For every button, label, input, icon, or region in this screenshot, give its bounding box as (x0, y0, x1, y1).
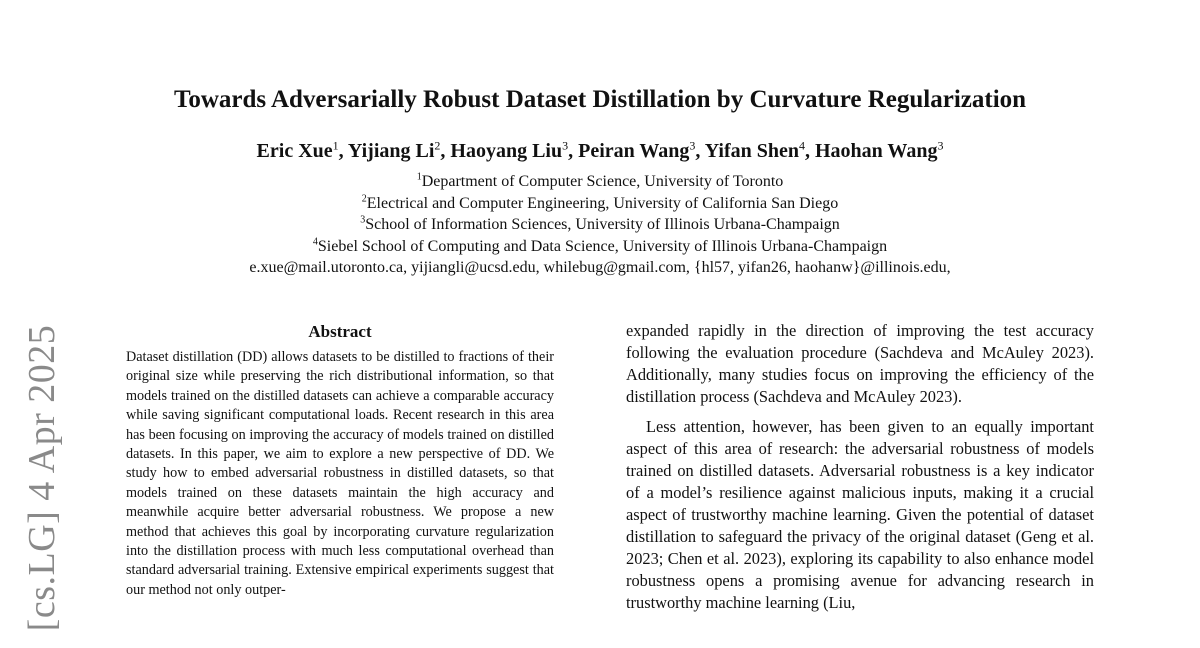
affil-mark: 3 (360, 214, 366, 226)
body-paragraph: expanded rapidly in the direction of improving the test accuracy following the evaluation procedure (Sachdeva and McAuley 2023). Additionally, many studies focus on improving the efficiency of the distillation process (Sachdeva and McAuley 2023). (626, 321, 1094, 406)
affiliation-line (0, 214, 1200, 236)
affil-mark: 1 (416, 171, 422, 183)
author-name: Haoyang Liu (450, 140, 563, 162)
author-affil-mark: 1 (332, 138, 339, 153)
arxiv-stamp-text: [cs.LG] 4 Apr 2025 (21, 324, 63, 632)
abstract-heading: Abstract (308, 322, 372, 341)
author-name: Peiran Wang (578, 140, 690, 162)
author-name: Haohan Wang (814, 140, 938, 162)
author-name: Yifan Shen (704, 140, 799, 162)
author-affil-mark: 2 (434, 138, 441, 153)
left-column (126, 320, 554, 600)
author-name: Eric Xue (256, 140, 333, 162)
affiliation-text: School of Information Sciences, University of Illinois Urbana-Champaign (365, 216, 840, 233)
affiliation-block (0, 171, 1200, 279)
right-column (626, 320, 1094, 614)
email-line: e.xue@mail.utoronto.ca, yijiangli@ucsd.edu, whilebug@gmail.com, {hl57, yifan26, haohanw}@illinois.edu, (249, 259, 951, 276)
author-list: Eric Xue$^1$, Yijiang Li$^2$, Haoyang Liu$^3$, Peiran Wang$^3$, Yifan Shen$^4$, Haohan Wang$^3$ (256, 138, 944, 162)
affiliation-line (0, 171, 1200, 193)
body-paragraph: Less attention, however, has been given to an equally important aspect of this area of research: the adversarial robustness of models trained on distilled datasets. Adversarial robustness is a key indicator of a model’s resilience against malicious inputs, making it a crucial aspect of trustworthy machine learning. Given the potential of dataset distillation to safeguard the privacy of the original dataset (Geng et al. 2023; Chen et al. 2023), exploring its capability to also enhance model robustness opens a promising avenue for advancing research in trustworthy machine learning (Liu, (626, 417, 1094, 612)
affiliation-text: Electrical and Computer Engineering, University of California San Diego (366, 194, 839, 212)
paper-title: Towards Adversarially Robust Dataset Distillation by Curvature Regularization (173, 86, 1027, 113)
affil-mark: 2 (361, 193, 367, 205)
author-affil-mark: 4 (798, 138, 805, 153)
author-affil-mark: 3 (937, 138, 944, 153)
affiliation-text: Department of Computer Science, University of Toronto (421, 173, 784, 190)
affiliation-line (0, 193, 1200, 215)
author-affil-mark: 3 (689, 138, 696, 153)
affil-mark: 4 (312, 236, 318, 248)
abstract-text: Dataset distillation (DD) allows datasets to be distilled to fractions of their original size while preserving the rich distributional information, so that models trained on the distilled datasets can achieve a comparable accuracy while saving significant computational loads. Recent research in this area has been focusing on improving the accuracy of models trained on distilled datasets. In this paper, we aim to explore a new perspective of DD. We study how to embed adversarial robustness in distilled datasets, so that models trained on these datasets maintain the high accuracy and meanwhile acquire better adversarial robustness. We propose a new method that achieves this goal by incorporating curvature regularization into the distillation process with much less computational overhead than standard adversarial training. Extensive empirical experiments suggest that our method not only outper- (126, 349, 554, 598)
author-name: Yijiang Li (347, 140, 435, 162)
affiliation-line (0, 236, 1200, 258)
author-affil-mark: 3 (562, 138, 569, 153)
affiliation-text: Siebel School of Computing and Data Science, University of Illinois Urbana-Champaign (317, 237, 888, 255)
arxiv-stamp (18, 318, 66, 638)
